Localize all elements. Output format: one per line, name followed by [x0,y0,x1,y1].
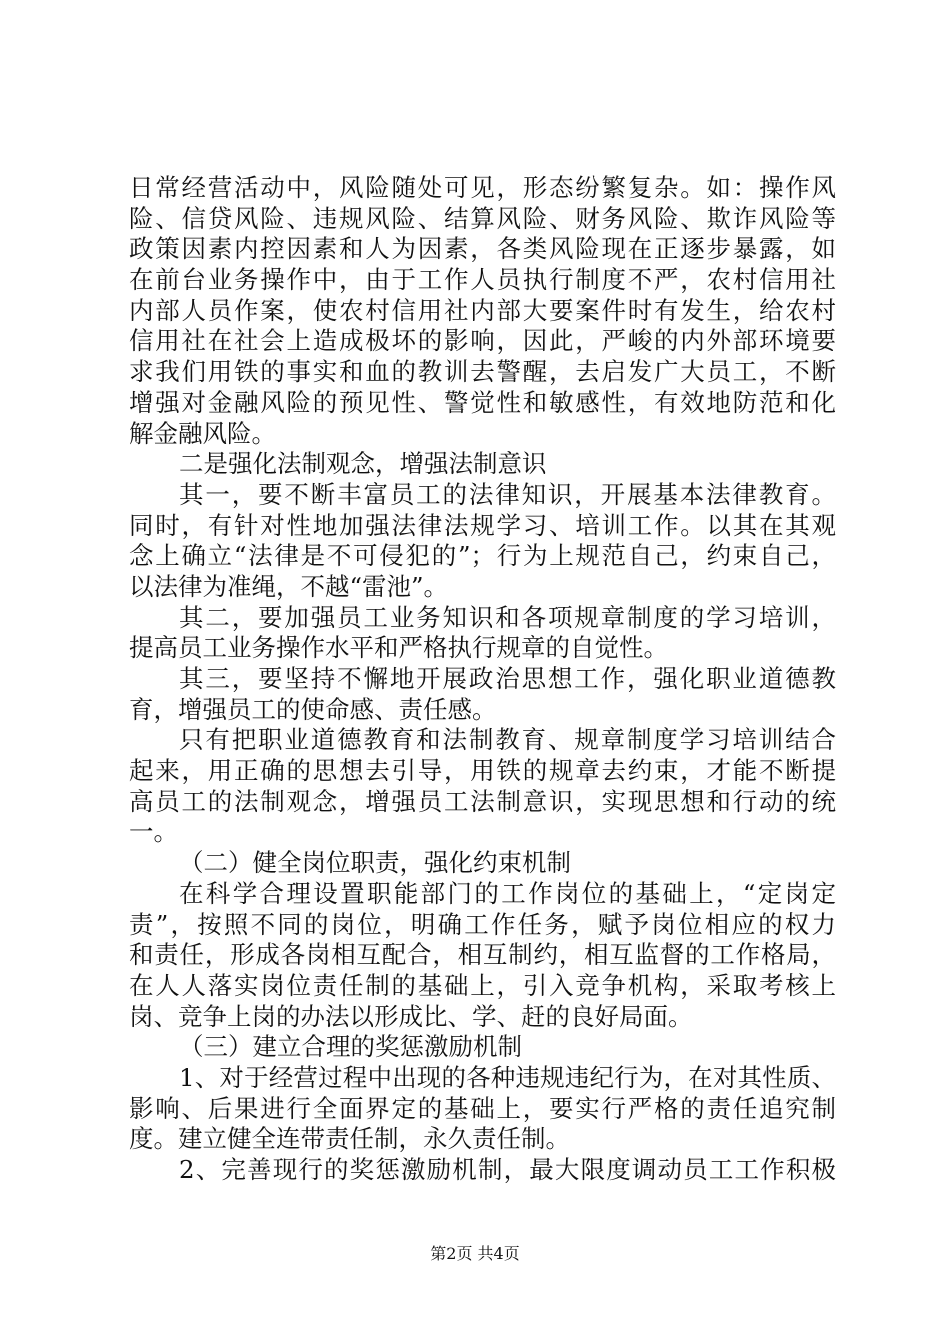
text-line: 起来，用正确的思想去引导，用铁的规章去约束，才能不断提 [129,756,836,786]
text-line: 岗、竞争上岗的办法以形成比、学、赶的良好局面。 [129,1001,693,1031]
text-line: 一。 [129,817,178,847]
text-line: 育，增强员工的使命感、责任感。 [129,694,497,724]
text-line: 其三，要坚持不懈地开展政治思想工作，强化职业道德教 [179,664,836,693]
text-line: 只有把职业道德教育和法制教育、规章制度学习培训结合 [179,725,836,755]
text-line: 险、信贷风险、违规风险、结算风险、财务风险、欺诈风险等 [129,203,836,233]
text-line: 影响、后果进行全面界定的基础上，要实行严格的责任追究制 [129,1093,836,1123]
text-line: 信用社在社会上造成极坏的影响，因此，严峻的内外部环境要 [129,326,836,356]
text-line: 其二，要加强员工业务知识和各项规章制度的学习培训， [179,602,836,632]
text-line: 2、完善现行的奖惩激励机制，最大限度调动员工工作积极 [179,1155,836,1184]
text-line: 政策因素内控因素和人为因素，各类风险现在正逐步暴露，如 [129,234,836,264]
text-line: 高员工的法制观念，增强员工法制意识，实现思想和行动的统 [129,786,836,816]
text-line: 日常经营活动中，风险随处可见，形态纷繁复杂。如：操作风 [129,173,836,202]
text-line: 在科学合理设置职能部门的工作岗位的基础上，“定岗定 [179,878,836,908]
text-line: 二是强化法制观念，增强法制意识 [179,449,547,479]
text-line: 增强对金融风险的预见性、警觉性和敏感性，有效地防范和化 [129,387,836,417]
text-line: 解金融风险。 [129,418,276,448]
text-line: （三）建立合理的奖惩激励机制 [179,1032,522,1062]
text-line: 念上确立“法律是不可侵犯的”；行为上规范自己，约束自己， [129,541,836,571]
text-line: 其一，要不断丰富员工的法律知识，开展基本法律教育。 [179,479,836,509]
text-line: （二）健全岗位职责，强化约束机制 [179,848,571,878]
text-line: 在人人落实岗位责任制的基础上，引入竞争机构，采取考核上 [129,970,836,1000]
text-line: 责”，按照不同的岗位，明确工作任务，赋予岗位相应的权力 [129,909,836,939]
text-line: 度。建立健全连带责任制，永久责任制。 [129,1124,570,1154]
text-line: 在前台业务操作中，由于工作人员执行制度不严，农村信用社 [129,265,836,295]
text-line: 内部人员作案，使农村信用社内部大要案件时有发生，给农村 [129,295,836,325]
text-line: 提高员工业务操作水平和严格执行规章的自觉性。 [129,633,668,663]
text-line: 以法律为准绳，不越“雷池”。 [129,571,449,601]
text-line: 同时，有针对性地加强法律法规学习、培训工作。以其在其观 [129,510,836,540]
page-footer: 第2页 共4页 [430,1244,520,1263]
text-line: 求我们用铁的事实和血的教训去警醒，去启发广大员工，不断 [129,357,836,387]
document-body [129,173,836,1186]
text-line: 和责任，形成各岗相互配合，相互制约，相互监督的工作格局， [129,940,836,970]
text-line: 1、对于经营过程中出现的各种违规违纪行为，在对其性质、 [179,1062,836,1092]
